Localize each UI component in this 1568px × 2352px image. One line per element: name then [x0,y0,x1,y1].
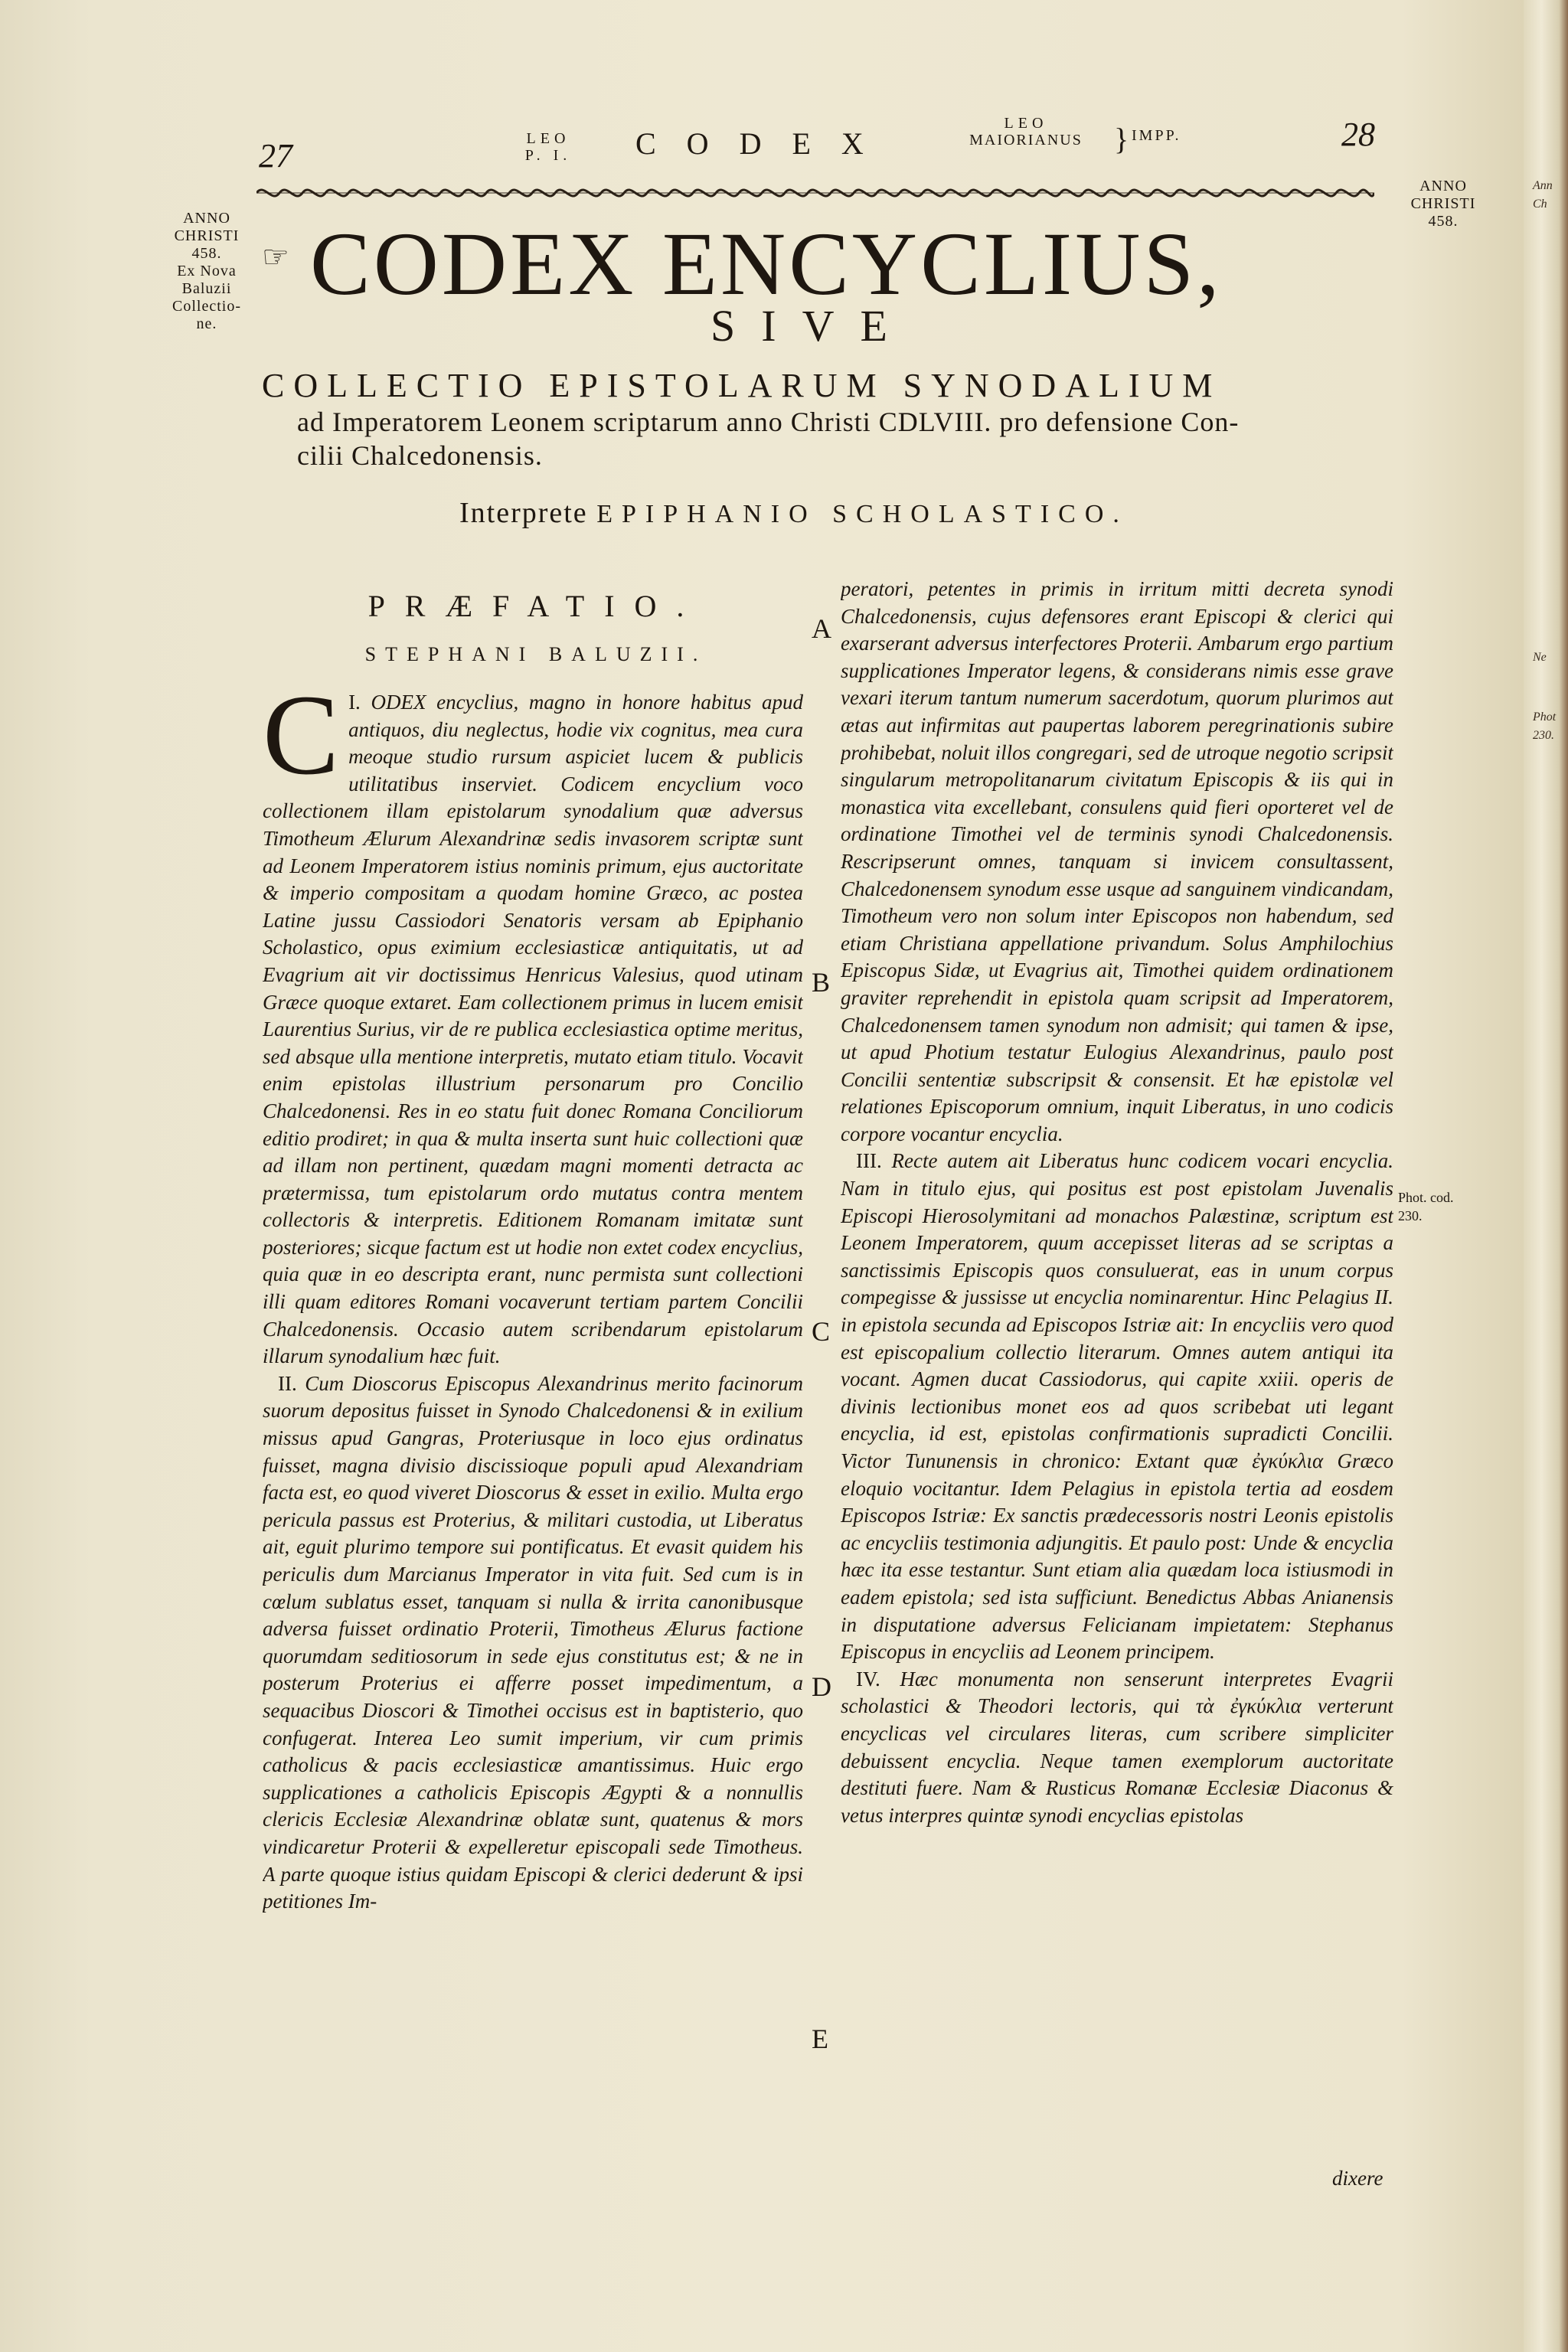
left-margin-note: ANNO CHRISTI 458. Ex Nova Baluzii Collectio- ne. [172,210,241,332]
preface-author: STEPHANI BALUZII. [364,643,707,665]
paragraph-4-text: Hæc monumenta non senserunt interpretes Evagrii scholastici & Theodori lectoris, qui τὰ ἐγκύκλια verterunt encyclicas vel circulares literas, cum scribere simpliciter debuissent encyclia. Neque tamen exemplorum auctoritate destituti fuere. Nam & Rusticus Romanæ Ecclesiæ Diaconus & vetus interpres quintæ synodi encyclias epistolas [841,1667,1393,1827]
paragraph-4 [841,1666,1393,1830]
drop-cap: C [263,689,340,799]
section-letter: E [812,2024,828,2054]
paragraph-1-text: ODEX encyclius, magno in honore habitus apud antiquos, diu neglectus, hodie vix cognitus, mea cura meoque studio rursum aspiciet lucem & publicis utilitatibus inserviet. Codicem encyclium voco collectionem illam epistolarum synodalium quæ adversus Timotheum Ælurum Alexandrinæ sedis invasorem scriptæ sunt ad Leonem Imperatorem istius nominis primum, ejus auctoritate & imperio compositam a quodam homine Græco, ac postea Latine jussu Cassiodori Senatoris versam ab Epiphanio Scholastico, opus eximium ecclesiasticæ antiquitatis, ut ad Evagrium ait vir doctissimus Henricus Valesius, quod utinam Græce quoque extaret. Eam collectionem primus in lucem emisit Laurentius Surius, vir de re publica ecclesiastica optime meritus, sed absque ulla mentione interpretis, mutato etiam titulo. Vocavit enim epistolas illustrium personarum pro Concilio Chalcedonensi. Res in eo statu fuit donec Romana Conciliorum editio prodiret; in qua & multa inserta sunt huic collectioni quæ ad illam non pertinent, quædam magni momenti detracta ac prætermissa, tum epistolarum ordo mutatus contra mentem collectoris & interpretis. Editionem Romanam imitatæ sunt posteriores; sicque factum est ut hodie non extet codex encyclius, quia quæ in eo descripta erant, nunc permista sunt collectioni illi quam editores Romani vocaverunt tertiam partem Concilii Chalcedonensis. Occasio autem scribendarum epistolarum illarum synodalium hæc fuit. [263,691,803,1368]
title-line-4: ad Imperatorem Leonem scriptarum anno Christi CDLVIII. pro defensione Con- [297,407,1240,437]
running-header-title: CODEX [635,126,894,161]
ornamental-rule [256,182,1374,204]
preface-heading: PRÆFATIO. [368,589,704,623]
edge-fragment: Phot [1533,710,1557,724]
section-number: I. [348,691,361,714]
paragraph-3-text: Recte autem ait Liberatus hunc codicem vocari encyclia. Nam in titulo ejus, qui positus est post epistolam Juvenalis Episcopi Hierosolymitani ad monachos Palæstinæ, scriptum est Leonem Imperatorem, quum accepisset literas ad se scriptas a sanctissimis Episcopis quos consuluerat, eas in unum corpus compegisse & jussisse ut encyclia nominarentur. Hinc Pelagius II. in epistola secunda ad Episcopos Istriæ ait: In encycliis vero quod est episcopalium collectio literarum. Omnes autem antiqui ita vocant. Agmen ducat Cassiodorus, qui capite xxiii. operis de divinis lectionibus monet eos ad quos scribebat uti legant encyclia, id est, epistolas confirmationis supradicti Concilii. Victor Tununensis in chronico: Extant quæ ἐγκύκλια Græco eloquio vocitantur. Idem Pelagius in epistola tertia ad eosdem Episcopos Istriæ: Ex sanctis prædecessoris nostri Leonis epistolis ac encycliis testimonia adjungitis. Et paulo post: Unde & encyclia hæc ita esse testantur. Sunt etiam alia quædam loca istiusmodi in eadem epistola; sed ista sufficiunt. Benedictus Abbas Anianensis in disputatione adversus Felicianam impietatem: Stephanus Episcopus in encycliis ad Leonem principem. [841,1149,1393,1664]
running-header-leo-left: LEO P. I. [524,130,572,164]
adjacent-page-edge [1524,0,1568,2352]
left-column [263,689,803,2190]
section-letter: D [812,1671,831,1702]
right-column [841,576,1393,2168]
brace-glyph: } [1114,122,1129,156]
catchword: dixere [1332,2167,1383,2190]
paragraph-1 [263,689,803,1370]
paragraph-2 [263,1370,803,1916]
title-interpreter: Interprete EPIPHANIO SCHOLASTICO. [459,497,1129,529]
running-header-impp: IMPP. [1132,127,1181,144]
edge-fragment: 230. [1533,729,1554,742]
section-number: II. [278,1371,297,1395]
title-sive: SIVE [710,301,913,351]
section-letter: A [812,613,831,644]
edge-fragment: Ann [1533,179,1553,192]
section-letter: B [812,967,831,998]
running-header-leo-right: LEO MAIORIANUS [969,115,1083,149]
paragraph-3 [841,1148,1393,1665]
edge-fragment: Ch [1533,198,1547,211]
left-page-number: 27 [259,137,292,175]
paragraph-2-text: Cum Dioscorus Episcopus Alexandrinus merito facinorum suorum depositus fuisset in Synodo Chalcedonensi & in exilium missus apud Gangras, Proteriusque in loco ejus ordinatus fuisset, magna divisio discissioque populi apud Alexandriam facta est, eo quod viveret Dioscorus & esset in exilio. Multa ergo pericula passus est Proterius, & militari custodia, ut Liberatus ait, eguit plurimo tempore sui pontificatus. Et evasit quidem his periculis dum Marcianus Imperator in vita fuit. Sed cum is in cœlum sublatus esset, tanquam si nulla & irrita canonibusque adversa fuisset ordinatio Proterii, Timotheus Ælurus factione quorumdam seditiosorum in sede ejus constitutus est; & ne in posterum Proterius ei afferre posset impedimentum, a sequacibus Dioscori & Timothei occisus est in baptisterio, quo confugerat. Interea Leo sumit imperium, vir cum primis catholicus & pacis ecclesiasticæ amantissimus. Huic ergo supplicationes a catholicis Episcopis Ægypti & a nonnullis clericis Ecclesiæ Alexandrinæ oblatæ sunt, quatenus & mors vindicaretur Proterii & expelleretur episcopali sede Timotheus. A parte quoque istius quidam Episcopi & clerici dederunt & ipsi petitiones Im- [263,1371,803,1913]
photius-reference: Phot. cod. 230. [1398,1190,1454,1223]
section-number: IV. [856,1667,880,1690]
edge-fragment: Ne [1533,651,1547,664]
right-margin-note: ANNO CHRISTI 458. [1410,178,1476,230]
right-page-number: 28 [1341,116,1375,153]
section-letter: C [812,1316,831,1347]
paragraph-2-continued: peratori, petentes in primis in irritum mitti decreta synodi Chalcedonensis, cujus defensores erant Episcopi & clerici qui exarserant adversus interfectores Proterii. Ambarum ergo partium supplicationes Imperator legens, & considerans nimis esse grave vexari iterum tantum numerum sacerdotum, quorum plurimos aut ætas aut infirmitas aut paupertas laborem peregrinationis subire prohibebat, noluit illos congregari, sed de utroque negotio scripsit singularum metropolitanarum civitatum Episcopis & iis qui in monastica vita excellebant, consulens quid fieri oporteret vel de ordinatione Timothei vel de terminis synodi Chalcedonensis. Rescripserunt omnes, tanquam si invicem consultassent, Chalcedonensem synodum esse usque ad sanguinem vindicandam, Timotheum vero non solum inter Episcopos non habendum, sed etiam Christiana appellatione privandum. Solus Amphilochius Episcopus Sidæ, ut Evagrius ait, Timothei quidem ordinationem graviter reprehendit in epistola quam scripsit ad Imperatorem, Chalcedonensem tamen synodum non admisit; qui tamen & ipse, ut apud Photium testatur Eulogius Alexandrinus, paulo post Concilii sententiæ subscripsit & consensit. Et hæ epistolæ vel relationes Episcoporum omnium, inquit Liberatus, in uno codicis corpore vocantur encyclia. [841,577,1393,1145]
title-collectio: COLLECTIO EPISTOLARUM SYNODALIUM [262,367,1222,404]
section-number: III. [856,1149,882,1173]
title-line-5: cilii Chalcedonensis. [297,440,543,471]
pointing-hand-icon: ☞ [262,240,289,274]
main-title: CODEX ENCYCLIUS, [310,214,1223,314]
